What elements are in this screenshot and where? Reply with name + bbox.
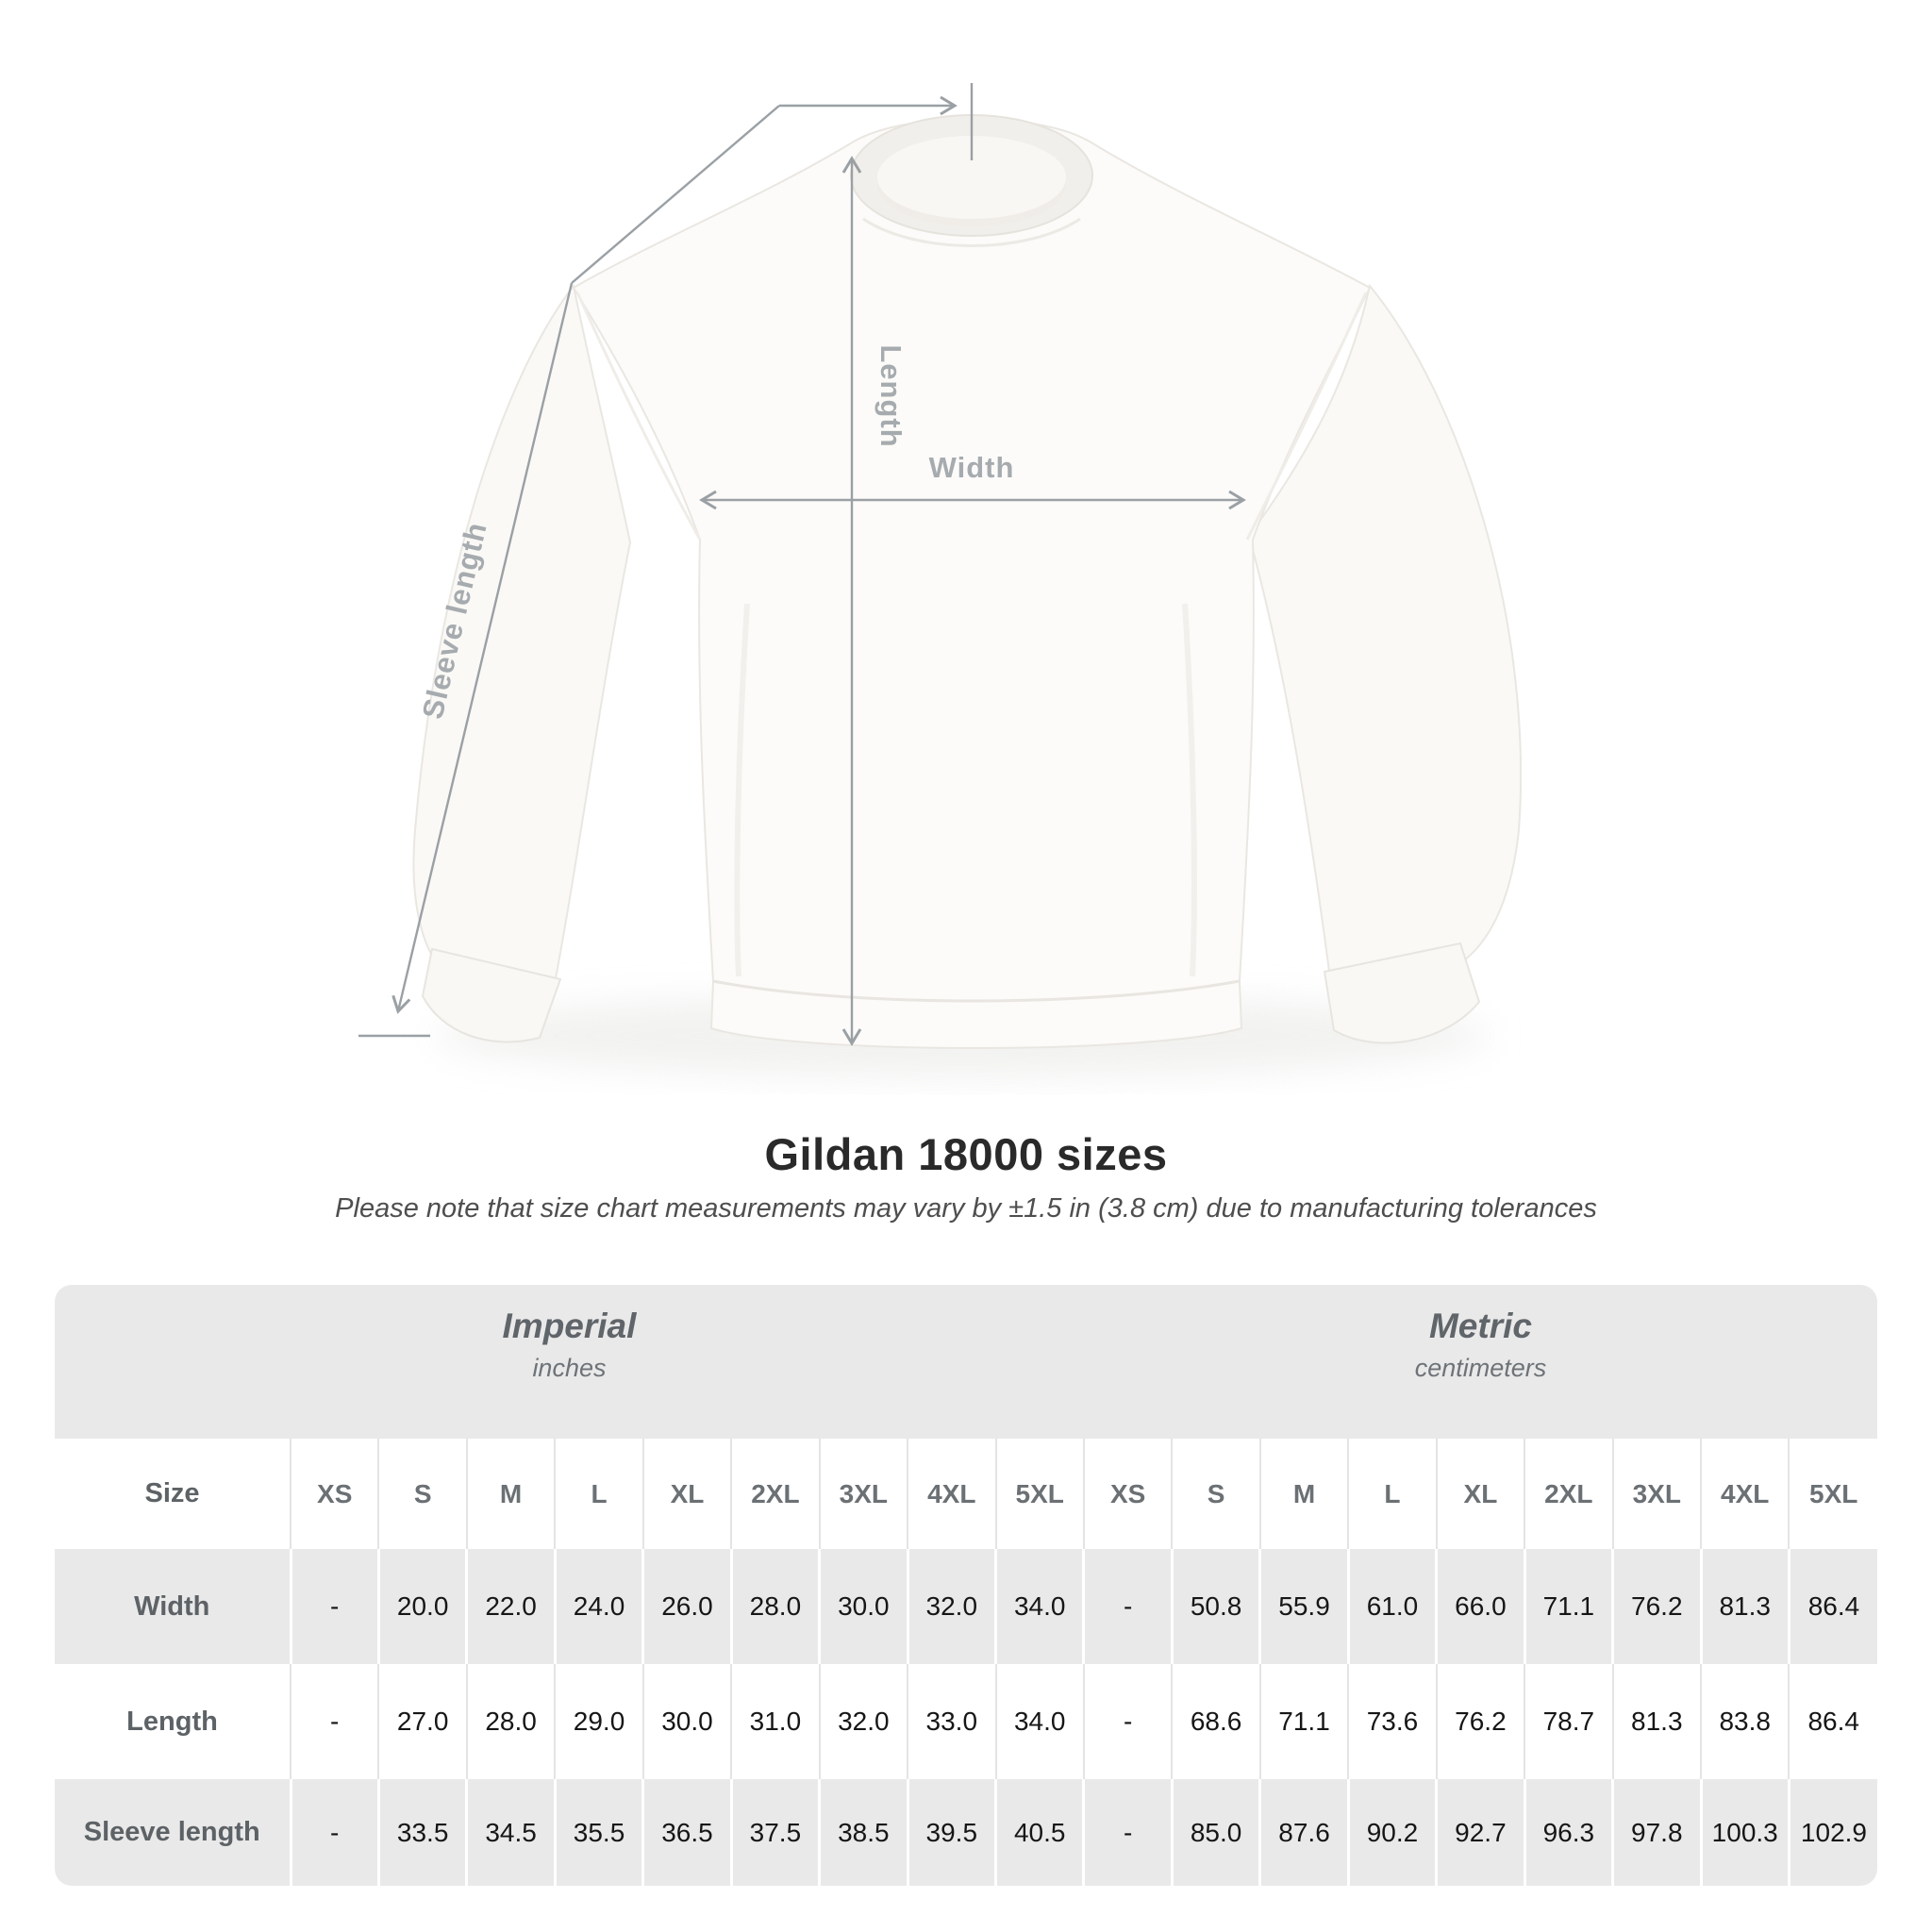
value-cell: -	[1084, 1664, 1172, 1779]
value-cell: 30.0	[820, 1549, 908, 1664]
value-cell: -	[291, 1779, 378, 1886]
value-cell: 85.0	[1172, 1779, 1259, 1886]
value-cell: 31.0	[731, 1664, 819, 1779]
value-cell: 73.6	[1348, 1664, 1436, 1779]
size-header-cell: S	[378, 1439, 466, 1549]
size-header-cell: 4XL	[908, 1439, 995, 1549]
size-header-cell: M	[1260, 1439, 1348, 1549]
value-cell: 35.5	[555, 1779, 642, 1886]
value-cell: -	[291, 1664, 378, 1779]
value-cell: 97.8	[1613, 1779, 1701, 1886]
value-cell: 55.9	[1260, 1549, 1348, 1664]
size-header-cell: 2XL	[731, 1439, 819, 1549]
size-header-cell: 3XL	[1613, 1439, 1701, 1549]
value-cell: 28.0	[467, 1664, 555, 1779]
value-cell: 86.4	[1789, 1664, 1877, 1779]
imperial-label: Imperial	[502, 1307, 637, 1345]
value-cell: 102.9	[1789, 1779, 1877, 1886]
metric-header-cell	[1084, 1285, 1877, 1439]
value-cell: 32.0	[908, 1549, 995, 1664]
page-title: Gildan 18000 sizes	[764, 1129, 1168, 1179]
value-cell: 76.2	[1613, 1549, 1701, 1664]
sleeve-length-row	[55, 1779, 1877, 1886]
value-cell: 33.5	[378, 1779, 466, 1886]
size-header-cell: 4XL	[1701, 1439, 1789, 1549]
metric-units-label: centimeters	[1414, 1354, 1547, 1383]
value-cell: 29.0	[555, 1664, 642, 1779]
value-cell: 34.0	[996, 1549, 1084, 1664]
value-cell: 40.5	[996, 1779, 1084, 1886]
page-subtitle: Please note that size chart measurements may vary by ±1.5 in (3.8 cm) due to manufacturing tolerances	[335, 1193, 1597, 1224]
size-column-header: Size	[55, 1439, 291, 1549]
sleeve-length-label: Sleeve length	[415, 518, 493, 723]
value-cell: 34.5	[467, 1779, 555, 1886]
value-cell: 26.0	[643, 1549, 731, 1664]
value-cell: 92.7	[1437, 1779, 1524, 1886]
value-cell: 87.6	[1260, 1779, 1348, 1886]
value-cell: 37.5	[731, 1779, 819, 1886]
value-cell: 83.8	[1701, 1664, 1789, 1779]
value-cell: 20.0	[378, 1549, 466, 1664]
value-cell: 78.7	[1524, 1664, 1612, 1779]
value-cell: 33.0	[908, 1664, 995, 1779]
units-header-row	[55, 1285, 1877, 1439]
value-cell: 68.6	[1172, 1664, 1259, 1779]
size-table	[55, 1285, 1877, 1886]
width-row	[55, 1549, 1877, 1664]
value-cell: 36.5	[643, 1779, 731, 1886]
value-cell: 39.5	[908, 1779, 995, 1886]
value-cell: -	[291, 1549, 378, 1664]
size-header-cell: XS	[1084, 1439, 1172, 1549]
value-cell: -	[1084, 1549, 1172, 1664]
imperial-header-cell	[55, 1285, 1084, 1439]
value-cell: 86.4	[1789, 1549, 1877, 1664]
value-cell: 27.0	[378, 1664, 466, 1779]
value-cell: 76.2	[1437, 1664, 1524, 1779]
value-cell: -	[1084, 1779, 1172, 1886]
value-cell: 38.5	[820, 1779, 908, 1886]
value-cell: 30.0	[643, 1664, 731, 1779]
metric-label: Metric	[1428, 1307, 1532, 1345]
value-cell: 32.0	[820, 1664, 908, 1779]
sweatshirt-illustration	[413, 115, 1521, 1077]
value-cell: 34.0	[996, 1664, 1084, 1779]
size-header-cell: XL	[643, 1439, 731, 1549]
size-header-cell: L	[555, 1439, 642, 1549]
size-header-cell: S	[1172, 1439, 1259, 1549]
value-cell: 22.0	[467, 1549, 555, 1664]
size-header-cell: 2XL	[1524, 1439, 1612, 1549]
length-row	[55, 1664, 1877, 1779]
value-cell: 71.1	[1524, 1549, 1612, 1664]
size-header-cell: L	[1348, 1439, 1436, 1549]
size-header-cell: 3XL	[820, 1439, 908, 1549]
value-cell: 90.2	[1348, 1779, 1436, 1886]
value-cell: 100.3	[1701, 1779, 1789, 1886]
value-cell: 81.3	[1701, 1549, 1789, 1664]
imperial-units-label: inches	[532, 1354, 607, 1383]
sweatshirt-body	[574, 119, 1370, 1048]
value-cell: 61.0	[1348, 1549, 1436, 1664]
value-cell: 81.3	[1613, 1664, 1701, 1779]
value-cell: 71.1	[1260, 1664, 1348, 1779]
size-header-cell: XL	[1437, 1439, 1524, 1549]
size-header-cell: 5XL	[1789, 1439, 1877, 1549]
size-header-cell: XS	[291, 1439, 378, 1549]
value-cell: 24.0	[555, 1549, 642, 1664]
value-cell: 28.0	[731, 1549, 819, 1664]
row-label-length: Length	[55, 1664, 291, 1779]
size-header-row	[55, 1439, 1877, 1549]
row-label-sleeve-length: Sleeve length	[55, 1779, 291, 1886]
value-cell: 66.0	[1437, 1549, 1524, 1664]
size-table-container	[55, 1285, 1877, 1886]
size-header-cell: 5XL	[996, 1439, 1084, 1549]
row-label-width: Width	[55, 1549, 291, 1664]
value-cell: 50.8	[1172, 1549, 1259, 1664]
size-header-cell: M	[467, 1439, 555, 1549]
value-cell: 96.3	[1524, 1779, 1612, 1886]
length-label: Length	[874, 344, 908, 448]
width-label: Width	[928, 451, 1015, 484]
